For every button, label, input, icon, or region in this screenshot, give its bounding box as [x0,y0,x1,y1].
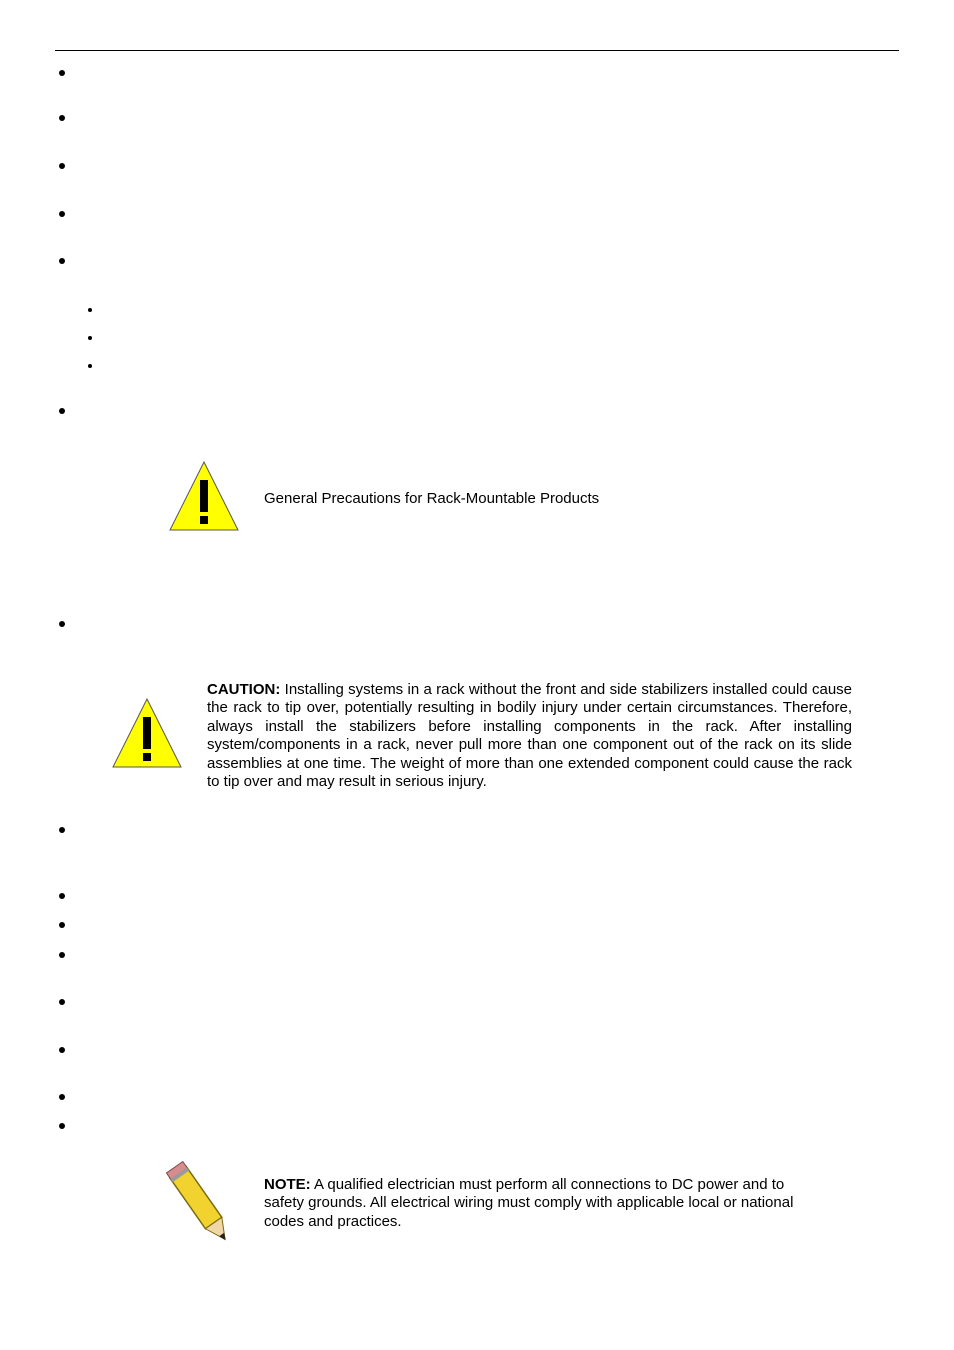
bullet-10 [59,922,65,928]
bullet-5 [59,258,65,264]
sub-bullet-2 [88,336,92,340]
bullet-12 [59,999,65,1005]
sub-bullet-1 [88,308,92,312]
bullet-14 [59,1094,65,1100]
bullet-2 [59,115,65,121]
warning-triangle-icon [168,460,240,532]
bullet-15 [59,1123,65,1129]
warning-triangle-icon [111,697,183,769]
bullet-7 [59,621,65,627]
bullet-4 [59,211,65,217]
precautions-heading: General Precautions for Rack-Mountable Products [264,490,600,507]
note-block [264,1176,794,1231]
bullet-13 [59,1047,65,1053]
bullet-6 [59,408,65,414]
pencil-icon [160,1155,242,1255]
bullet-11 [59,952,65,958]
header-rule [55,50,899,51]
bullet-9 [59,893,65,899]
note-label: NOTE: [264,1176,311,1193]
bullet-1 [59,70,65,76]
bullet-3 [59,163,65,169]
caution-label: CAUTION: [207,681,281,698]
note-text: A qualified electrician must perform all connections to DC power and to safety grounds. All electrical wiring must comply with applicable local or national codes and practices. [264,1176,794,1230]
sub-bullet-3 [88,364,92,368]
caution-text: Installing systems in a rack without the front and side stabilizers installed could cause the rack to tip over, potentially resulting in bodily injury under certain circumstances. Therefore, always install the stabilizers before installing components in the rack. After installing system/components in a rack, never pull more than one component out of the rack on its slide assemblies at one time. The weight of more than one extended component could cause the rack to tip over and may result in serious injury. [207,681,852,791]
bullet-8 [59,827,65,833]
caution-block [207,681,852,791]
